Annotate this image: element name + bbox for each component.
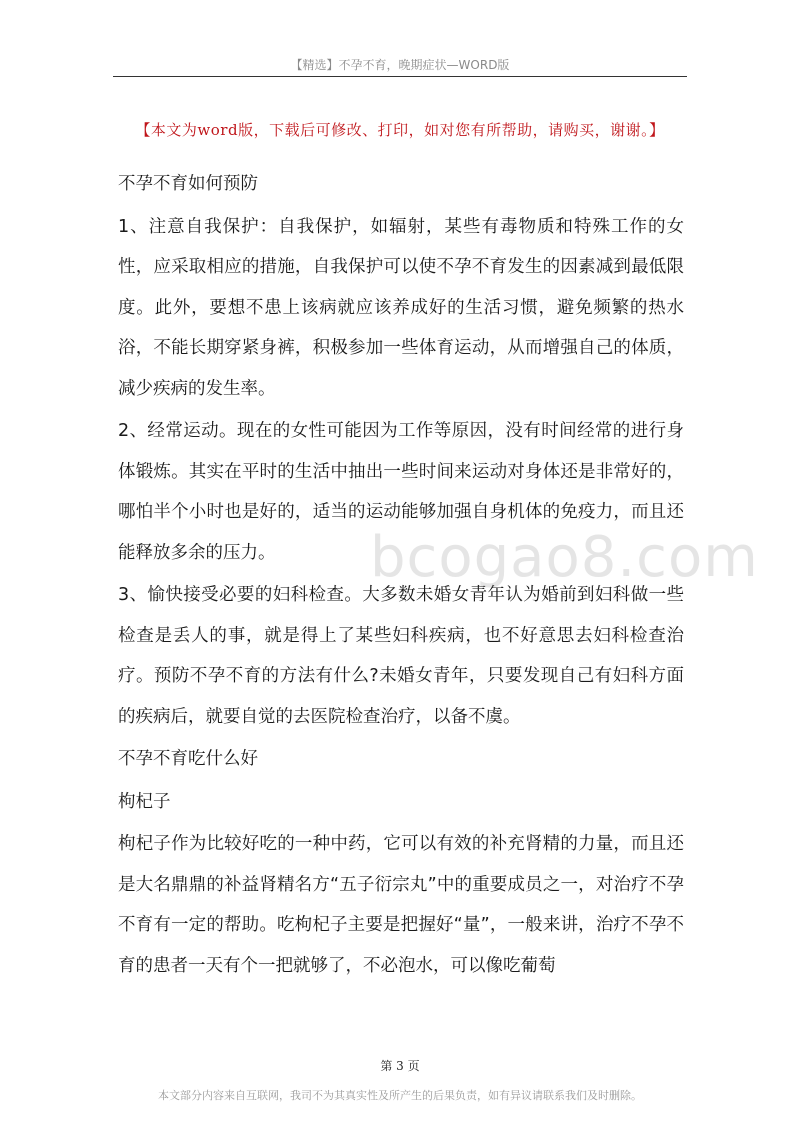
word-version-notice: 【本文为word版，下载后可修改、打印，如对您有所帮助，请购买，谢谢。】 <box>135 121 665 139</box>
prevention-item-1: 1、注意自我保护：自我保护，如辐射，某些有毒物质和特殊工作的女性，应采取相应的措施，自我保护可以使不孕不育发生的因素减到最低限度。此外，要想不患上该病就应该养成好的生活习惯，避免频繁的热水浴，不能长期穿紧身裤，积极参加一些体育运动，从而增强自己的体质，减少疾病的发生率。 <box>118 216 684 399</box>
section-heading-diet: 不孕不育吃什么好 <box>118 749 258 769</box>
page-number: 第 3 页 <box>380 1059 420 1073</box>
prevention-item-2: 2、经常运动。现在的女性可能因为工作等原因，没有时间经常的进行身体锻炼。其实在平时的生活中抽出一些时间来运动对身体还是非常好的，哪怕半个小时也是好的，适当的运动能够加强自身机体的免疫力，而且还能释放多余的压力。 <box>118 421 684 563</box>
document-header-title: 【精选】不孕不育，晚期症状—WORD版 <box>290 58 510 72</box>
document-body <box>118 164 684 988</box>
header-divider <box>113 76 687 77</box>
subheading-goji: 枸杞子 <box>118 791 171 812</box>
goji-paragraph: 枸杞子作为比较好吃的一种中药，它可以有效的补充肾精的力量，而且还是大名鼎鼎的补益肾精名方“五子衍宗丸”中的重要成员之一，对治疗不孕不育有一定的帮助。吃枸杞子主要是把握好“量”，一般来讲，治疗不孕不育的患者一天有个一把就够了，不必泡水，可以像吃葡萄 <box>118 834 684 976</box>
prevention-item-3: 3、愉快接受必要的妇科检查。大多数未婚女青年认为婚前到妇科做一些检查是丢人的事，就是得上了某些妇科疾病，也不好意思去妇科检查治疗。预防不孕不育的方法有什么?未婚女青年，只要发现自己有妇科方面的疾病后，就要自觉的去医院检查治疗，以备不虞。 <box>118 585 684 727</box>
footer-disclaimer: 本文部分内容来自互联网，我司不为其真实性及所产生的后果负责，如有异议请联系我们及时删除。 <box>158 1089 642 1102</box>
site-watermark: bcogao8.com <box>370 525 759 590</box>
section-heading-prevention: 不孕不育如何预防 <box>118 174 258 194</box>
